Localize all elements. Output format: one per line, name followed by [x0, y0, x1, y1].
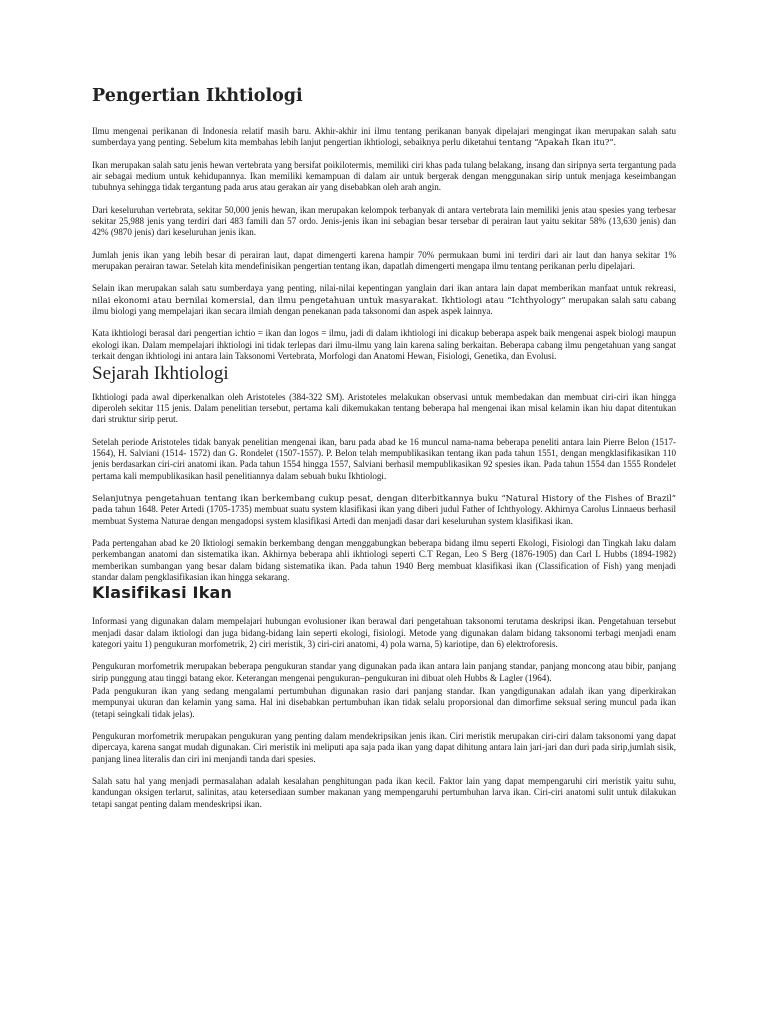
document-page — [92, 86, 676, 821]
paragraph: Pengukuran morfometrik merupakan beberapa pengukuran standar yang digunakan pada ikan antara lain panjang standar, panjang moncong atau bibir, panjang sirip punggung atau tinggi batang ekor. Keterangan mengenai pengukuran–pengukuran ini dibuat oleh Hubbs & Lagler (1964). — [92, 661, 676, 683]
paragraph: Salah satu hal yang menjadi permasalahan adalah kesalahan penghitungan pada ikan kecil. Faktor lain yang dapat mempengaruhi ciri meristik yaitu suhu, kandungan oksigen terlarut, salinitas, atau ketersediaan sumber makanan yang mempengaruhi pertumbuhan larva ikan. Ciri-ciri anatomi sulit untuk dilakukan tetapi sangat penting dalam mendeskripsi ikan. — [92, 776, 676, 809]
section-title-sejarah: Sejarah Ikhtiologi — [92, 362, 229, 384]
paragraph: Pada pengukuran ikan yang sedang mengalami pertumbuhan digunakan rasio dari panjang standar. Ikan yangdigunakan adalah ikan yang diperkirakan mempunyai ukuran dan kelamin yang sama. Hal ini disebabkan pertumbuhan ikan tidak selalu proporsional dan dimorfime seksual sering muncul pada ikan (tetapi seingkali tidak jelas). — [92, 686, 676, 719]
paragraph: Ilmu mengenai perikanan di Indonesia relatif masih baru. Akhir-akhir ini ilmu tentang perikanan banyak dipelajari mengingat ikan merupakan salah satu sumberdaya yang penting. Sebelum kita membahas lebih lanjut pengertian ikhtiologi, sebaiknya perlu diketahui tentang “Apakah Ikan itu?”. — [92, 126, 676, 148]
paragraph: Selanjutnya pengetahuan tentang ikan berkembang cukup pesat, dengan diterbitkannya buku “Natural History of the Fishes of Brazil” pada tahun 1648. Peter Artedi (1705-1735) membuat suatu system klasifikasi ikan yang diberi judul Father of Ichthyology. Akhirnya Carolus Linnaeus berhasil membuat Systema Naturae dengan mengadopsi system klasifikasi Artedi dan menjadi dasar dari keseluruhan system klasifikasi ikan. — [92, 492, 676, 526]
paragraph: Pengukuran morfometrik merupakan pengukuran yang penting dalam mendekripsikan jenis ikan. Ciri meristik merupakan ciri-ciri dalam taksonomi yang dapat dipercaya, karena sangat mudah digunakan. Ciri meristik ini meliputi apa saja pada ikan yang dapat dihitung antara lain jari-jari dan duri pada sirip,jumlah sisik, panjang linea literalis dan ciri ini menjandi tanda dari spesies. — [92, 731, 676, 764]
paragraph: Ikan merupakan salah satu jenis hewan vertebrata yang bersifat poikilotermis, memiliki ciri khas pada tulang belakang, insang dan siripnya serta tergantung pada air sebagai medium untuk kehidupannya. Ikan memiliki kemampuan di dalam air untuk bergerak dengan menggunakan sirip untuk menjaga keseimbangan tubuhnya sehingga tidak tergantung pada arus atau gerakan air yang disebabkan oleh arah angin. — [92, 159, 676, 193]
inline-highlight: nilai ekonomi atau bernilai komersial, dan ilmu pengetahuan untuk masyarakat. Ikhtiologi atau “Ichthyology” — [92, 294, 566, 305]
paragraph: Dari keseluruhan vertebrata, sekitar 50,000 jenis hewan, ikan merupakan kelompok terbanyak di antara vertebrata lain memiliki jenis atau spesies yang terbesar sekitar 25,988 jenis yang terdiri dari 483 famili dan 57 ordo. Jenis-jenis ikan ini sebagian besar tersebar di perairan laut yaitu sekitar 58% (13,630 jenis) dan 42% (9870 jenis) dari keseluruhan jenis ikan. — [92, 204, 676, 238]
paragraph: Kata ikhtiologi berasal dari pengertian ichtio = ikan dan logos = ilmu, jadi di dalam ikhtiologi ini dicakup beberapa aspek baik mengenai aspek biologi maupun ekologi ikan. Dalam mempelajari ihktiologi ini tidak terlepas dari ilmu-ilmu yang lain karena saling berkaitan. Beberapa cabang ilmu pengetahuan yang sangat terkait dengan ikhtiologi ini antara lain Taksonomi Vertebrata, Morfologi dan Anatomi Hewan, Fisiologi, Genetika, dan Evolusi. — [92, 328, 676, 362]
paragraph: Pada pertengahan abad ke 20 Iktiologi semakin berkembang dengan menggabungkan beberapa bidang ilmu seperti Ekologi, Fisiologi dan Tingkah laku dalam perkembangan anatomi dan sistematika ikan. Akhirnya beberapa ahli ikhtiologi seperti C.T Regan, Leo S Berg (1876-1905) dan Carl L Hubbs (1894-1982) memberikan sumbangan yang besar dalam bidang sistematika ikan. Pada tahun 1940 Berg membuat klasifikasi ikan (Classification of Fish) yang menjadi standar dalam pengklasifikasian ikan hingga sekarang. — [92, 537, 676, 582]
inline-highlight: Selanjutnya pengetahuan tentang ikan berkembang cukup pesat, dengan diterbitkannya buku “Natural History of the Fishes of Brazil” pada — [92, 492, 676, 515]
inline-question: tentang “Apakah Ikan itu?” — [498, 137, 614, 148]
paragraph: Setelah periode Aristoteles tidak banyak penelitian mengenai ikan, baru pada abad ke 16 muncul nama-nama beberapa peneliti antara lain Pierre Belon (1517-1564), H. Salviani (1514- 1572) dan G. Rondelet (1507-1557). P. Belon telah mempublikasikan tentang ikan pada tahun 1551, dengan mengklasifikasikan 110 jenis berdasarkan ciri-ciri anatomi ikan. Pada tahun 1554 hingga 1557, Salviani berhasil mempublikasikan 92 spesies ikan. Pada tahun 1554 dan 1555 Rondelet pertama kali mempublikasikan hasil penelitiannya dalam sebuah buku Ikhtiologi. — [92, 436, 676, 481]
paragraph: Jumlah jenis ikan yang lebih besar di perairan laut, dapat dimengerti karena hampir 70% permukaan bumi ini terdiri dari air laut dan hanya sekitar 1% merupakan perairan tawar. Setelah kita mendefinisikan pengertian tentang ikan, dapatlah dimengerti mengapa ilmu tentang perikanan perlu dipelajari. — [92, 249, 676, 272]
paragraph: Ikhtiologi pada awal diperkenalkan oleh Aristoteles (384-322 SM). Aristoteles melakukan observasi untuk membedakan dan membuat ciri-ciri ikan hingga diperoleh sekitar 115 jenis. Dalam penelitian tersebut, pertama kali dikemukakan tentang beberapa hal mengenai ikan misal kelamin ikan hiu dapat ditentukan dari struktur sirip perut. — [92, 391, 676, 425]
paragraph: Informasi yang digunakan dalam mempelajari hubungan evolusioner ikan berawal dari pengetahuan taksonomi terutama deskripsi ikan. Pengetahuan tersebut menjadi dasar dalam iktiologi dan juga bidang-bidang lain seperti ekologi, fisiologi. Metode yang digunakan dalam bidang taksonomi terbagi menjadi enam kategori yaitu 1) pengukuran morfometrik, 2) ciri meristik, 3) ciri-ciri anatomi, 4) pola warna, 5) kariotipe, dan 6) elektroforesis. — [92, 616, 676, 649]
paragraph: Selain ikan merupakan salah satu sumberdaya yang penting, nilai-nilai kepentingan yanglain dari ikan antara lain dapat memberikan manfaat untuk rekreasi, nilai ekonomi atau bernilai komersial, dan ilmu pengetahuan untuk masyarakat. Ikhtiologi atau “Ichthyology” merupakan salah satu cabang ilmu biologi yang mempelajari ikan secara ilmiah dengan penekanan pada taksonomi dan aspek aspek lainnya. — [92, 283, 676, 317]
section-title-klasifikasi: Klasifikasi Ikan — [92, 583, 233, 603]
section-title-pengertian: Pengertian Ikhtiologi — [92, 86, 303, 106]
